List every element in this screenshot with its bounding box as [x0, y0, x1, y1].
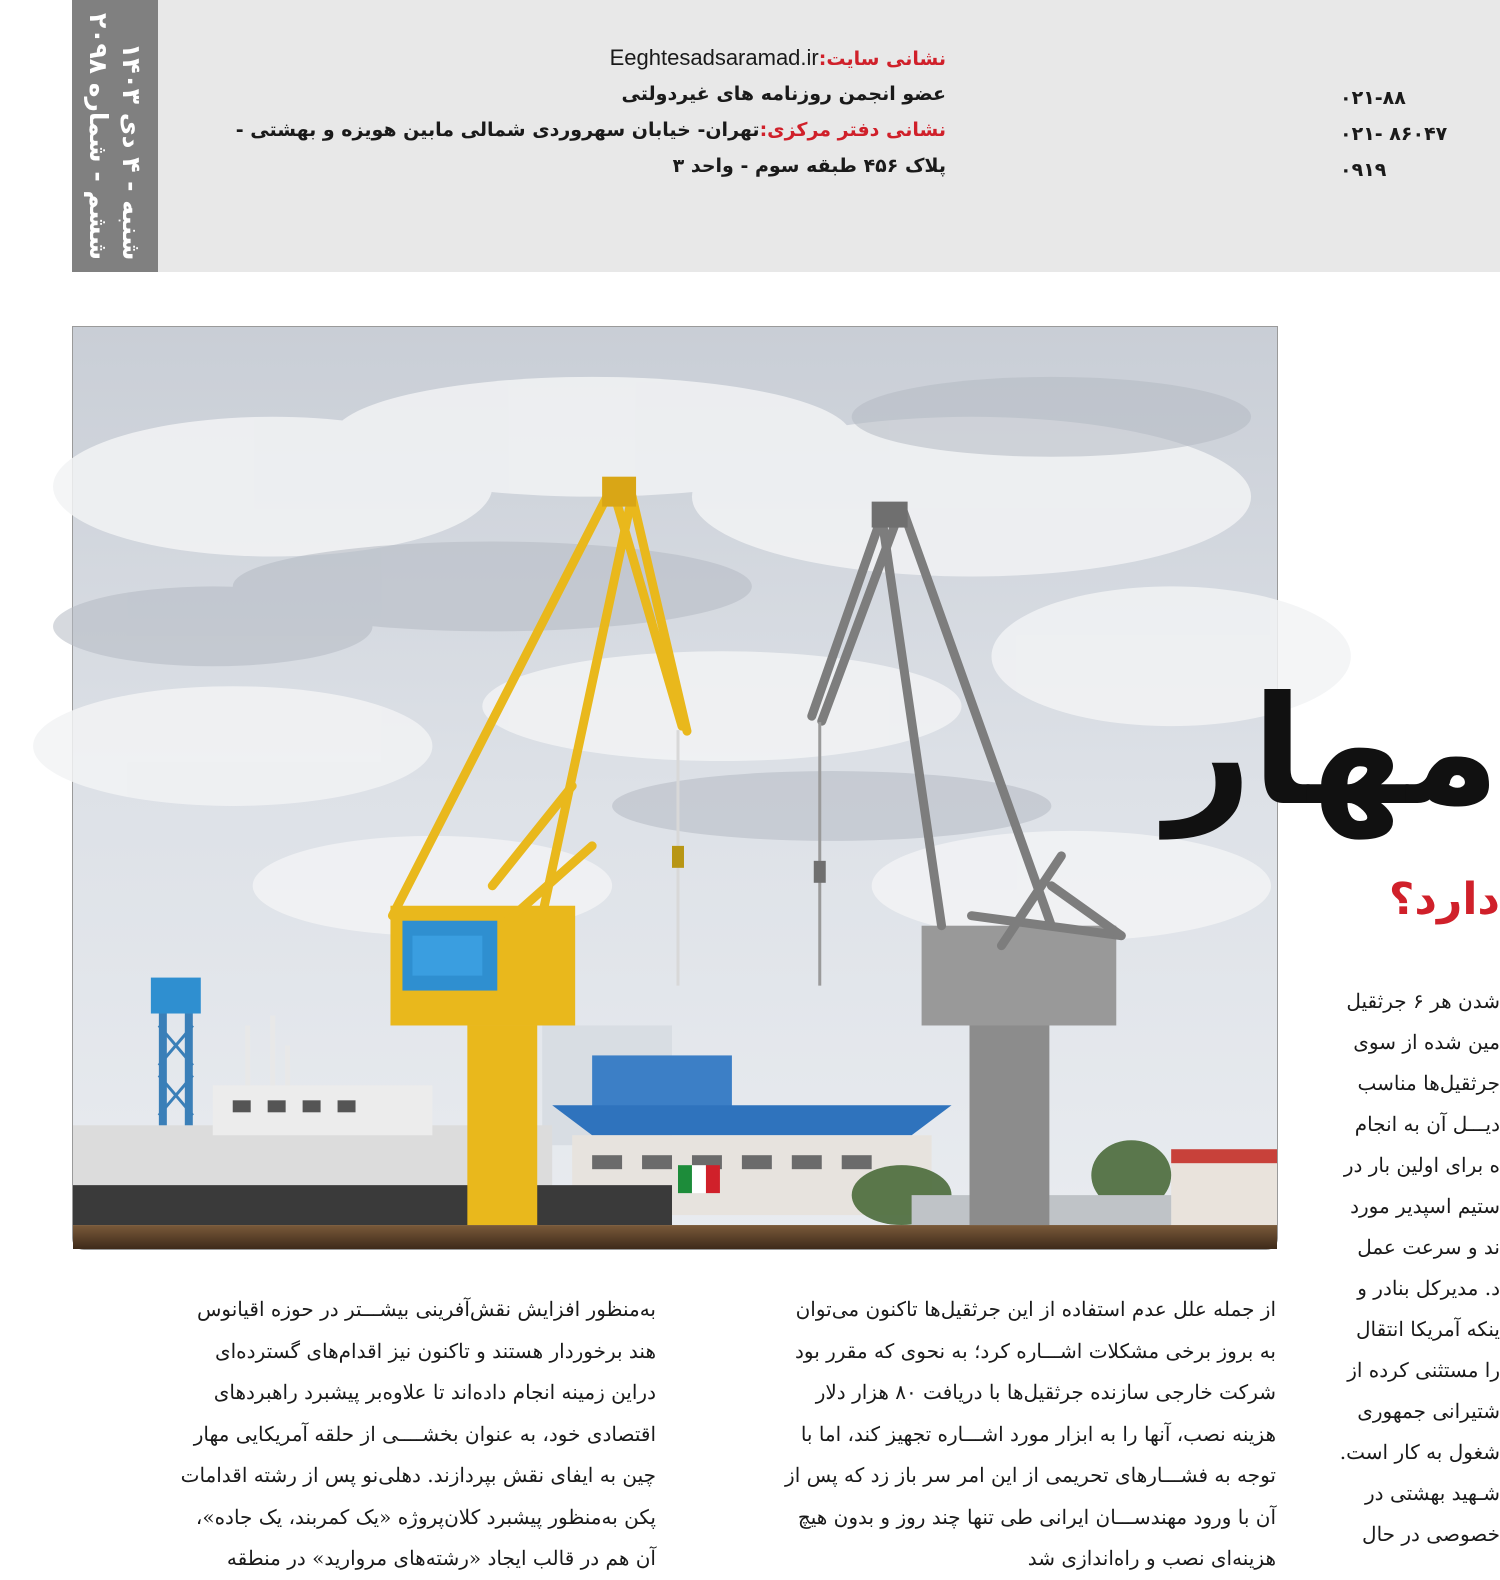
- text-line: خصوصی در حال: [1362, 1522, 1500, 1546]
- text-line: مین شده از سوی: [1353, 1030, 1500, 1054]
- text-line: دیـــل آن به انجام: [1354, 1112, 1500, 1136]
- membership-line: عضو انجمن روزنامه های غیردولتی: [621, 83, 946, 105]
- text-line: ینکه آمریکا انتقال: [1356, 1317, 1500, 1341]
- text-line: آن با ورود مهندســـان ایرانی طی تنها چند روز و بدون هیچ: [797, 1504, 1276, 1529]
- date-strip: [72, 0, 158, 272]
- text-line: شـهید بهشتی در: [1365, 1481, 1500, 1505]
- phone-3: ۰۹۱۹: [1340, 159, 1387, 181]
- website-line: [230, 40, 946, 76]
- address-value: تهران- خیابان سهروردی شمالی مابین هویزه و بهشتی -: [235, 119, 760, 141]
- text-line: هند برخوردار هستند و تاکنون نیز اقدام‌های گسترده‌ای: [214, 1338, 656, 1363]
- publisher-info: [230, 4, 946, 184]
- text-line: پکن به‌منظور پیشبرد کلان‌پروژه «یک کمربند، یک جاده»،: [195, 1504, 656, 1529]
- article-right-column: [1322, 981, 1500, 1556]
- text-line: از جمله علل عدم استفاده از این جرثقیل‌ها تاکنون می‌توان: [795, 1297, 1276, 1321]
- text-line: هزینه نصب، آنها را به ابزار مورد اشـــاره تجهیز کند، اما با: [800, 1421, 1276, 1446]
- phone-1: ۰۲۱-۸۸: [1340, 87, 1406, 109]
- address-line-2: پلاک ۴۵۶ طبقه سوم - واحد ۳: [672, 155, 946, 177]
- text-line: هزینه‌ای نصب و راه‌اندازی شد: [1027, 1546, 1276, 1570]
- text-line: به بروز برخی مشکلات اشـــاره کرد؛ به نحوی که مقرر بود: [794, 1338, 1276, 1363]
- quay: [73, 1225, 1277, 1249]
- text-line: شرکت خارجی سازنده جرثقیل‌ها با دریافت ۸۰ هزار دلار: [815, 1380, 1276, 1404]
- text-line: را مستثنی کرده از: [1347, 1358, 1500, 1382]
- text-line: شدن هر ۶ جرثقیل: [1346, 989, 1500, 1013]
- text-line: ه برای اولین بار در: [1343, 1153, 1500, 1177]
- website-label: نشانی سایت:: [818, 48, 946, 70]
- text-line: به‌منظور افزایش نقش‌آفرینی بیشـــتر در حوزه اقیانوس: [196, 1297, 656, 1321]
- issue-line: ششم - شماره ۲۰۹۸: [84, 12, 113, 260]
- article-middle-column: [700, 1289, 1276, 1570]
- text-line: شتیرانی جمهوری: [1357, 1399, 1500, 1423]
- headline-main: مهار: [1165, 665, 1500, 839]
- info-line-top-partial: [230, 4, 946, 40]
- text-line: آن هم در قالب ایجاد «رشته‌های مروارید» در منطقه: [226, 1546, 656, 1570]
- address-line: [230, 112, 946, 148]
- text-line: ستیم اسپدیر مورد: [1350, 1194, 1500, 1218]
- text-line: ند و سرعت عمل: [1357, 1235, 1500, 1259]
- text-line: توجه به فشـــارهای تحریمی از این امر سر باز زد که پس از: [785, 1463, 1276, 1487]
- website-link[interactable]: Eeghtesadsaramad.ir: [609, 45, 819, 70]
- text-line: اقتصادی خود، به عنوان بخشــــی از حلقه آمریکایی مهار: [193, 1421, 656, 1446]
- phone-2: ۰۲۱- ۸۶۰۴۷: [1340, 123, 1448, 145]
- text-line: د. مدیرکل بنادر و: [1357, 1276, 1500, 1300]
- date-strip-text: [82, 0, 148, 260]
- port-cranes-photo: [72, 326, 1278, 1250]
- text-line: چین به ایفای نقش بپردازند. دهلی‌نو پس از رشته اقدامات: [180, 1463, 656, 1487]
- headline-sub: دارد؟: [1388, 874, 1500, 925]
- article-left-column: [82, 1289, 656, 1570]
- phone-numbers: [1340, 80, 1500, 188]
- text-line: شغول به کار است.: [1339, 1440, 1500, 1464]
- text-line: جرثقیل‌ها مناسب: [1357, 1071, 1500, 1095]
- date-line: شنبه - ۴ دی ۱۴۰۳: [117, 42, 146, 260]
- photo-illustration: [73, 327, 1277, 1249]
- address-label: نشانی دفتر مرکزی:: [759, 119, 946, 141]
- text-line: دراین زمینه انجام داده‌اند تا علاوه‌بر پیشبرد راهبردهای: [213, 1380, 656, 1404]
